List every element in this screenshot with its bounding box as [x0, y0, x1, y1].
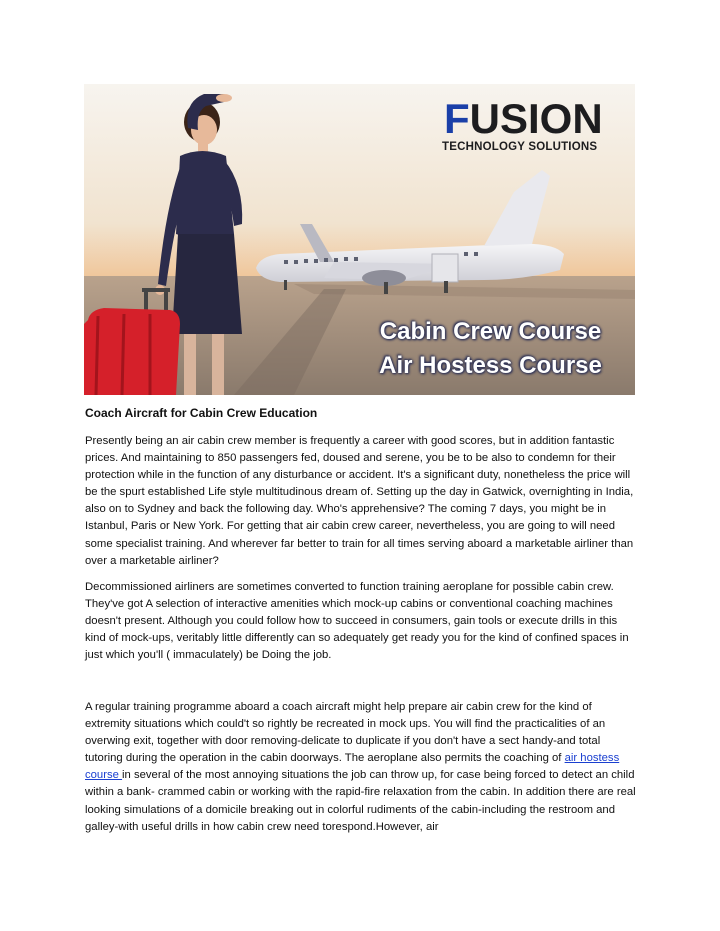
logo-mark: F [444, 95, 470, 142]
fusion-logo [444, 95, 603, 142]
logo-subtitle: TECHNOLOGY SOLUTIONS [442, 141, 598, 153]
logo-wordmark: USION [469, 95, 603, 142]
air-hostess-course-link[interactable]: air hostess course [85, 752, 620, 782]
hero-image [84, 84, 635, 395]
banner-line-1: Cabin Crew Course [379, 318, 602, 345]
banner-line-2: Air Hostess Course [379, 352, 602, 379]
paragraph-3-text-end: in several of the most annoying situations the job can throw up, for case being forced to detect an child within a bank- crammed cabin or working with the rapid-fire relaxation from the cabin. In addition there are real looking simulations of a domicile breaking out in colorful rudiments of the cabin-including the restroom and galley-with useful drills in how cabin crew need torespond.However, air [85, 769, 636, 833]
article-title: Coach Aircraft for Cabin Crew Education [85, 406, 318, 420]
paragraph-1: Presently being an air cabin crew member is frequently a career with good scores, but in addition fantastic prices. And maintaining to 850 passengers fed, doused and serene, you be to be also to condemn for their protection while in the function of any disturbance or accident. It's a significant duty, nonetheless the price will be the spurt established Life style multitudinous dream of. Setting up the day in Gatwick, overnighting in India, also on to Sydney and back the following day. Who's apprehensive? The coming 7 days, you might be in Istanbul, Paris or New York. For getting that air cabin crew career, nevertheless, you are going to will need some specialist training. And wherever far better to train for all times serving aboard a marketable airliner than over a marketable airliner? [85, 435, 634, 567]
paragraph-2: Decommissioned airliners are sometimes converted to function training aeroplane for possible cabin crew. They've got A selection of interactive amenities which mock-up cabins or conventional coaching machines doesn't present. Although you could follow how to succeed in consumers, gain tools or execute drills in this kind of mock-ups, veritably little differently can so adequately get ready you for the kind of confined spaces in just which you'll ( immaculately) be Doing the job. [85, 581, 629, 662]
paragraph-3 [85, 699, 637, 836]
paragraph-3-text-start: A regular training programme aboard a coach aircraft might help prepare air cabin crew for the kind of extremity situations which could't so rightly be recreated in mock ups. You will find the practicalities of an overwing exit, together with door removing-delicate to duplicate if you don't have a sect handy-and total tutoring during the operation in the cabin doorways. The aeroplane also permits the coaching of [85, 701, 606, 765]
